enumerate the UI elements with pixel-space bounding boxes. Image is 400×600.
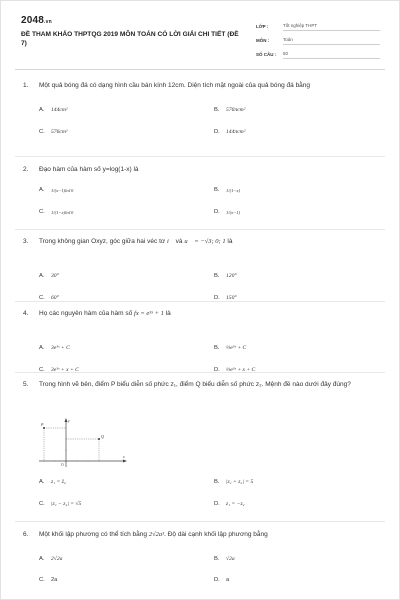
vector-u: u⃗ = −√3; 0; 1 (184, 238, 226, 245)
question-text: Đạo hàm của hàm số y=log(1-x) là (39, 166, 139, 173)
meta-row-subject (256, 31, 380, 45)
option-b[interactable] (214, 556, 235, 562)
question-divider (15, 229, 385, 230)
option-value: |z₁ − z₂| = √5 (51, 501, 82, 507)
question-stem (23, 309, 373, 319)
point-q (98, 438, 100, 440)
logo-main: 2048 (21, 15, 45, 26)
meta-row-class (256, 17, 380, 31)
option-a[interactable] (39, 556, 62, 562)
text-mid: và (175, 238, 183, 245)
meta-row-count (256, 45, 380, 59)
logo-tld: .vn (44, 19, 52, 25)
text-before: Trong không gian Oxyz, góc giữa hai véc tơ (39, 238, 166, 245)
formula: fx = e³ˣ + 1 (134, 310, 164, 317)
option-key: B. (214, 107, 220, 113)
option-value: ⅓e³ˣ + x + C (226, 367, 256, 373)
option-value: 144πcm² (226, 129, 246, 135)
text-before: Một khối lập phương có thể tích bằng (39, 531, 147, 538)
meta-label: LỚP : (256, 24, 269, 29)
option-key: D. (214, 367, 220, 373)
option-key: A. (39, 556, 45, 562)
x-axis-arrow (123, 460, 127, 463)
option-key: C. (39, 209, 45, 215)
option-value: 144cm² (51, 107, 68, 113)
option-c[interactable] (39, 129, 68, 135)
site-logo[interactable] (21, 15, 52, 26)
meta-value: Tốt nghiệp THPT (283, 23, 380, 31)
header-divider (15, 69, 385, 70)
question-text: Một quả bóng đá có dạng hình cầu bán kính 12cm. Diện tích mặt ngoài của quả bóng đá bằng (39, 82, 311, 89)
option-value: 30° (51, 273, 59, 279)
point-p (43, 427, 45, 429)
option-b[interactable] (214, 345, 246, 351)
option-key: A. (39, 479, 45, 485)
option-value: |z₁ + z₂| = 5 (226, 479, 254, 485)
option-b[interactable] (214, 187, 240, 193)
meta-value: 50 (283, 51, 380, 59)
option-d[interactable] (214, 209, 240, 215)
option-value: 1/(1−x)ln10 (51, 209, 74, 215)
question-stem (23, 530, 373, 540)
option-value: z₁ = −z₂ (226, 501, 245, 507)
question-divider (15, 156, 385, 157)
label-y: y (68, 419, 70, 423)
option-value: ⅓e³ˣ + C (226, 345, 247, 351)
question-divider (15, 301, 385, 302)
question-number: 1. (23, 82, 29, 89)
meta-value: Toán (283, 37, 380, 45)
option-key: D. (214, 209, 220, 215)
question-stem (23, 380, 373, 390)
option-a[interactable] (39, 345, 70, 351)
axis-ticks (44, 428, 99, 462)
label-origin: O (61, 463, 64, 467)
question-text (39, 309, 373, 319)
option-a[interactable] (39, 107, 68, 113)
option-key: C. (39, 577, 45, 583)
option-key: A. (39, 345, 45, 351)
question-6 (23, 530, 373, 583)
vector-i: i⃗ (166, 238, 174, 245)
option-value: 2√2a (51, 556, 63, 562)
question-5 (23, 380, 373, 390)
question-number: 2. (23, 166, 29, 173)
question-3 (23, 237, 373, 301)
option-b[interactable] (214, 273, 237, 279)
option-a[interactable] (39, 273, 59, 279)
option-value: 120° (226, 273, 237, 279)
label-x: x (123, 455, 125, 459)
question-stem (23, 237, 373, 247)
option-key: C. (39, 367, 45, 373)
question-2 (23, 165, 373, 215)
option-value: 1/(x−1) (226, 209, 241, 215)
option-value: z₁ = z̄₂ (51, 479, 66, 485)
question-divider (15, 521, 385, 522)
question-number: 4. (23, 310, 29, 317)
option-b[interactable] (214, 107, 245, 113)
question-text (39, 237, 373, 247)
option-key: B. (214, 187, 220, 193)
option-c[interactable] (39, 577, 57, 583)
option-value: 3e³ˣ + x + C (51, 367, 79, 373)
option-key: D. (214, 129, 220, 135)
option-key: C. (39, 295, 45, 301)
option-key: A. (39, 107, 45, 113)
option-key: D. (214, 577, 220, 583)
text-before: Họ các nguyên hàm của hàm số (39, 310, 133, 317)
option-c[interactable] (39, 501, 81, 507)
question-text (39, 530, 373, 540)
label-p: P (41, 422, 44, 427)
question-stem (23, 165, 373, 175)
question-number: 6. (23, 531, 29, 538)
option-value: 3e³ˣ + C (51, 345, 70, 351)
option-c[interactable] (39, 209, 73, 215)
text-after: là (227, 238, 233, 245)
option-key: C. (39, 129, 45, 135)
option-d[interactable] (214, 577, 229, 583)
option-key: A. (39, 273, 45, 279)
exam-title: ĐỀ THAM KHẢO THPTQG 2019 MÔN TOÁN CÓ LỜI GIẢI CHI TIẾT (ĐỀ 7) (21, 31, 239, 47)
question-divider (15, 372, 385, 373)
option-value: 576cm² (51, 129, 68, 135)
option-key: D. (214, 501, 220, 507)
question-number: 5. (23, 381, 29, 388)
meta-label: MÔN : (256, 38, 270, 43)
text-after: là (165, 310, 171, 317)
option-value: a (226, 577, 230, 583)
complex-plane-figure (39, 418, 129, 468)
option-value: 576πcm² (226, 107, 246, 113)
option-key: B. (214, 273, 220, 279)
option-value: 2a (51, 577, 58, 583)
option-key: A. (39, 187, 45, 193)
option-key: B. (214, 479, 220, 485)
option-b[interactable] (214, 479, 253, 485)
option-key: B. (214, 556, 220, 562)
option-key: B. (214, 345, 220, 351)
question-1 (23, 81, 373, 135)
label-q: Q (101, 434, 104, 439)
option-value: 150° (226, 295, 237, 301)
option-d[interactable] (214, 129, 245, 135)
option-a[interactable] (39, 479, 66, 485)
question-text: Trong hình vẽ bên, điểm P biểu diễn số phức z₁, điểm Q biểu diễn số phức z₂. Mệnh đề nào dưới đây đúng? (39, 381, 351, 388)
option-value: 60° (51, 295, 59, 301)
exam-meta (256, 17, 380, 59)
option-key: D. (214, 295, 220, 301)
text-after: . Độ dài cạnh khối lập phương bằng (164, 531, 268, 538)
option-key: C. (39, 501, 45, 507)
question-stem (23, 81, 373, 91)
option-value: 1/(1−x) (226, 187, 241, 193)
formula: 2√2a³ (148, 531, 165, 538)
question-number: 3. (23, 238, 29, 245)
option-d[interactable] (214, 501, 245, 507)
guide-lines (44, 428, 99, 461)
meta-label: SỐ CÂU : (256, 52, 277, 57)
option-a[interactable] (39, 187, 73, 193)
option-value: 1/(x−1)ln10 (51, 187, 74, 193)
question-4 (23, 309, 373, 373)
option-value: √2a (226, 556, 235, 562)
